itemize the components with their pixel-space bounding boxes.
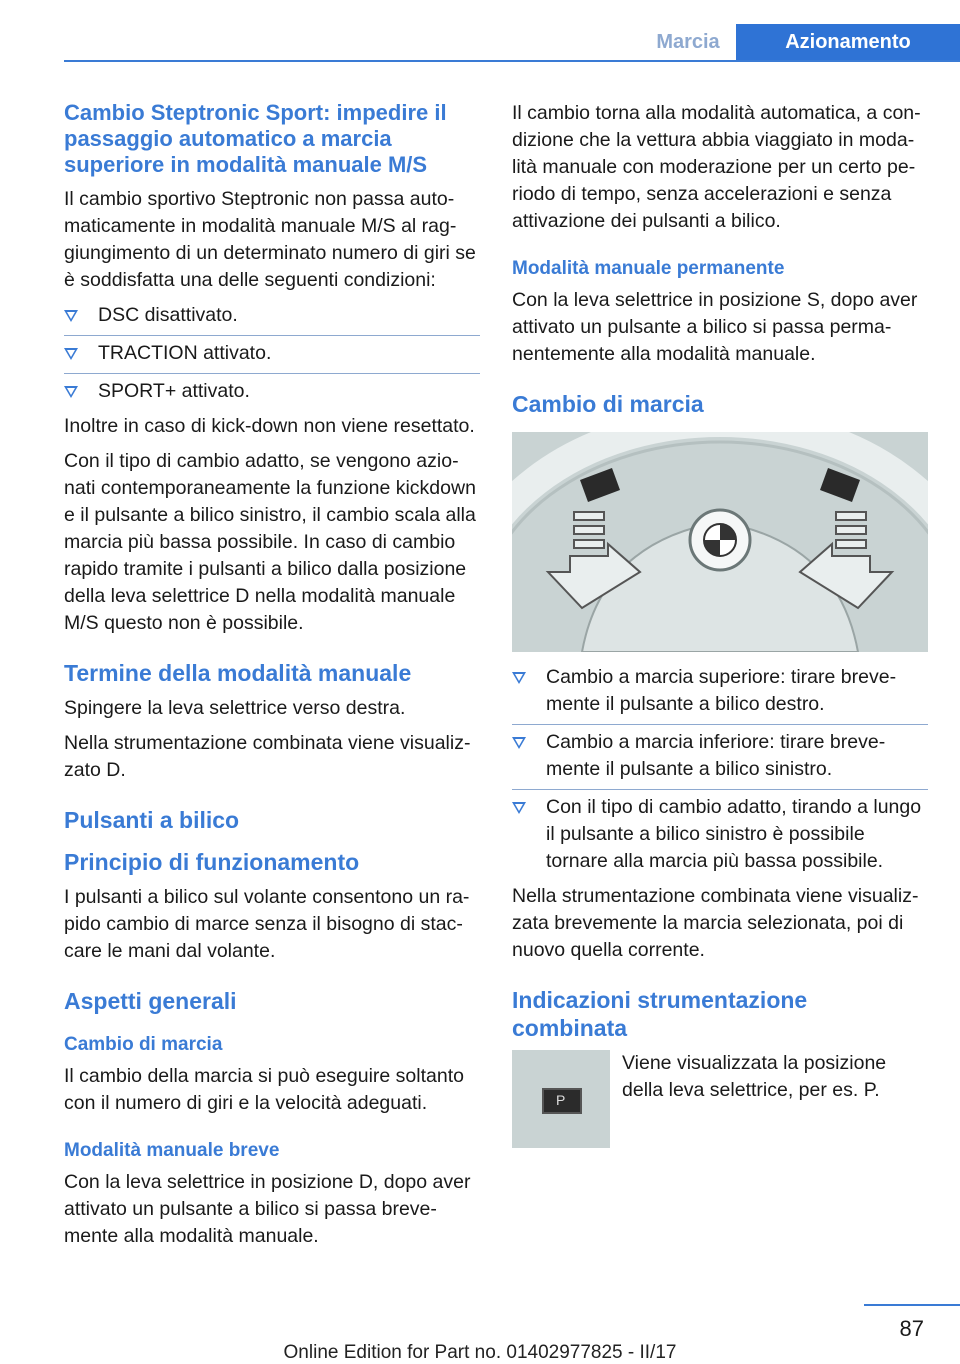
indication-row (512, 1050, 928, 1148)
list-item-text: Cambio a marcia superiore: tirare brevemente il pulsante a bilico destro. (546, 666, 897, 715)
list-item-text: SPORT+ attivato. (98, 380, 250, 402)
footer-edition: Online Edition for Part no. 01402977825 - II/17 (283, 1342, 677, 1363)
heading-termine-manuale: Termine della modalità manuale (64, 660, 412, 686)
list-item (512, 729, 928, 790)
heading-indicazioni: Indicazioni strumentazione combinata (512, 987, 808, 1041)
bullet-triangle-icon (64, 386, 78, 398)
para-cambio-marcia: Il cambio della marcia si può eseguire soltanto con il numero di giri e la velocità adeguati. (64, 1065, 464, 1114)
bullet-triangle-icon (64, 348, 78, 360)
list-item-text: Con il tipo di cambio adatto, tirando a lungo il pulsante a bilico sinistro è possibile tornare alla marcia più bassa possibile. (546, 796, 922, 872)
para-manuale-breve: Con la leva selettrice in posizione D, dopo aver attivato un pulsante a bilico si passa brevemente alla modalità manuale. (64, 1171, 471, 1247)
left-column (64, 100, 480, 1258)
gear-display-box (542, 1088, 582, 1114)
header-section-marcia: Marcia (656, 31, 720, 53)
heading-aspetti-generali: Aspetti generali (64, 988, 237, 1014)
gear-display-illustration (512, 1050, 610, 1148)
heading-cambio-di-marcia: Cambio di marcia (512, 391, 704, 417)
para-steptronic-intro: Il cambio sportivo Steptronic non passa automaticamente in modalità manuale M/S al raggiungimento di un determinato numero di giri se è soddisfatta una delle seguenti condizioni: (64, 188, 476, 291)
para-torna-automatica: Il cambio torna alla modalità automatica, a condizione che la vettura abbia viaggiato in modalità manuale con moderazione per un certo periodo di tempo, senza accelerazioni e senza attivazione dei pulsanti a bilico. (512, 102, 921, 232)
header-rule (64, 60, 960, 62)
list-item (64, 340, 480, 374)
para-kickdown: Inoltre in caso di kick-down non viene resettato. (64, 415, 475, 437)
para-indicazioni: Viene visualizzata la posizione della leva selettrice, per es. P. (622, 1052, 887, 1101)
list-item (64, 302, 480, 336)
heading-steptronic-sport: Cambio Steptronic Sport: impedire il passaggio automatico a marcia superiore in modalità manuale M/S (64, 100, 447, 177)
para-tipo-adatto: Con il tipo di cambio adatto, se vengono azionati contemporaneamente la funzione kickdown e il pulsante a bilico sinistro, il cambio scala alla marcia più bassa possibile. In caso di cambio rapido tramite i pulsanti a bilico dalla posizione della leva selettrice D nella modalità manuale M/S questo non è possibile. (64, 450, 476, 634)
para-visualizzazione: Nella strumentazione combinata viene visualizzata brevemente la marcia selezionata, poi di nuovo quella corrente. (512, 885, 919, 961)
paddle-actions-list (512, 664, 928, 875)
bullet-triangle-icon (512, 672, 526, 684)
page-number: 87 (899, 1316, 924, 1341)
header-chapter-azionamento: Azionamento (736, 24, 960, 60)
bullet-triangle-icon (512, 737, 526, 749)
para-termine-1: Spingere la leva selettrice verso destra. (64, 697, 406, 719)
para-termine-2: Nella strumentazione combinata viene visualizzato D. (64, 732, 471, 781)
steering-wheel-drawing (512, 432, 928, 652)
para-principio: I pulsanti a bilico sul volante consentono un rapido cambio di marce senza il bisogno di staccare le mani dal volante. (64, 886, 470, 962)
para-manuale-permanente: Con la leva selettrice in posizione S, dopo aver attivato un pulsante a bilico si passa permanentemente alla modalità manuale. (512, 289, 918, 365)
list-item (64, 378, 480, 405)
list-item (512, 664, 928, 725)
right-column (512, 100, 928, 1148)
list-item-text: Cambio a marcia inferiore: tirare brevemente il pulsante a bilico sinistro. (546, 731, 886, 780)
heading-pulsanti-bilico: Pulsanti a bilico (64, 807, 240, 833)
heading-cambio-marcia-sub: Cambio di marcia (64, 1034, 223, 1055)
heading-manuale-breve: Modalità manuale breve (64, 1140, 280, 1161)
heading-principio: Principio di funzionamento (64, 849, 360, 875)
list-item (512, 794, 928, 875)
bullet-triangle-icon (512, 802, 526, 814)
gear-display-letter: P (556, 1092, 566, 1108)
list-item-text: TRACTION attivato. (98, 342, 272, 364)
steering-wheel-illustration (512, 432, 928, 652)
list-item-text: DSC disattivato. (98, 304, 238, 326)
conditions-list (64, 302, 480, 405)
bullet-triangle-icon (64, 310, 78, 322)
heading-manuale-permanente: Modalità manuale permanente (512, 258, 785, 279)
footer-rule (864, 1304, 960, 1306)
